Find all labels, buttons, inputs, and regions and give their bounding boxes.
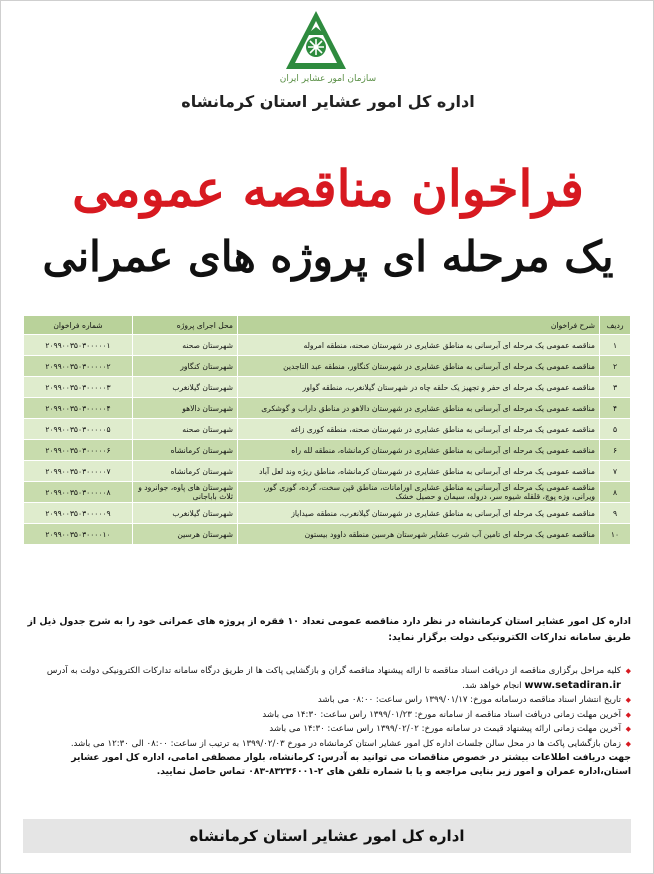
table-row	[24, 524, 631, 545]
row-location: شهرستان گیلانغرب	[133, 503, 238, 524]
condition-item: ◆ آخرین مهلت زمانی ارائه پیشنهاد قیمت در سامانه مورخ: ۱۳۹۹/۰۲/۰۲ راس ساعت: ۱۴:۳۰ می باشد	[27, 722, 631, 737]
row-description: مناقصه عمومی یک مرحله ای آبرسانی به مناطق عشایری در شهرستان کنگاور، منطقه عبد التاجدین	[238, 356, 600, 377]
table-row	[24, 503, 631, 524]
row-number: ۷	[600, 461, 631, 482]
table-row	[24, 335, 631, 356]
row-location: شهرستان صحنه	[133, 419, 238, 440]
row-description: مناقصه عمومی یک مرحله ای آبرسانی به مناطق عشایری در شهرستان کرمانشاه، مناطق ریژه وند لعل آباد	[238, 461, 600, 482]
row-location: شهرستان های پاوه، جوانرود و ثلاث باباجانی	[133, 482, 238, 503]
table-row	[24, 440, 631, 461]
tenders-table	[23, 315, 631, 545]
row-description: مناقصه عمومی یک مرحله ای آبرسانی به مناطق عشایری در شهرستان صحنه، منطقه امروله	[238, 335, 600, 356]
condition-item: ◆ تاریخ انتشار اسناد مناقصه درسامانه مورخ: ۱۳۹۹/۰۱/۱۷ راس ساعت: ۰۸:۰۰ می باشد	[27, 693, 631, 708]
conditions-list	[27, 664, 631, 779]
row-tender-number: ۲۰۹۹۰۰۳۵۰۳۰۰۰۰۱۰	[24, 524, 133, 545]
row-tender-number: ۲۰۹۹۰۰۳۵۰۳۰۰۰۰۰۵	[24, 419, 133, 440]
row-location: شهرستان کنگاور	[133, 356, 238, 377]
table-row	[24, 419, 631, 440]
setadiran-link[interactable]: www.setadiran.ir	[524, 679, 621, 691]
row-location: شهرستان صحنه	[133, 335, 238, 356]
header-description: شرح فراخوان	[238, 316, 600, 335]
condition-text: کلیه مراحل برگزاری مناقصه از دریافت اسناد مناقصه تا ارائه پیشنهاد مناقصه گران و بازگشایی پاکت ها از طریق درگاه سامانه تدارکات الکترونیکی دولت به آدرس	[46, 666, 621, 676]
row-description: مناقصه عمومی یک مرحله ای آبرسانی به مناطق عشایری در شهرستان گیلانغرب، منطقه صیدایاز	[238, 503, 600, 524]
row-location: شهرستان کرمانشاه	[133, 440, 238, 461]
row-tender-number: ۲۰۹۹۰۰۳۵۰۳۰۰۰۰۰۸	[24, 482, 133, 503]
row-description: مناقصه عمومی یک مرحله ای آبرسانی به مناطق عشایری اورامانات، مناطق قپن سخت، گرده، گوری گور، ویرانی، وزه پوچ، قلقله شیوه سر، دروله، سیمان و حصیل خشک	[238, 482, 600, 503]
row-description: مناقصه عمومی یک مرحله ای آبرسانی به مناطق عشایری در شهرستان دالاهو در مناطق داراب و گوشکری	[238, 398, 600, 419]
row-tender-number: ۲۰۹۹۰۰۳۵۰۳۰۰۰۰۰۷	[24, 461, 133, 482]
row-number: ۸	[600, 482, 631, 503]
notice-subtitle: یک مرحله ای پروژه های عمرانی	[42, 232, 614, 281]
table-header-row	[24, 316, 631, 335]
condition-item	[27, 664, 631, 693]
row-description: مناقصه عمومی یک مرحله ای حفر و تجهیز یک حلقه چاه در شهرستان گیلانغرب، منطقه گواور	[238, 377, 600, 398]
row-number: ۹	[600, 503, 631, 524]
row-description: مناقصه عمومی یک مرحله ای تامین آب شرب عشایر شهرستان هرسین منطقه داوود بیستون	[238, 524, 600, 545]
table-row	[24, 356, 631, 377]
row-location: شهرستان گیلانغرب	[133, 377, 238, 398]
row-location: شهرستان کرمانشاه	[133, 461, 238, 482]
header-location: محل اجرای پروژه	[133, 316, 238, 335]
row-tender-number: ۲۰۹۹۰۰۳۵۰۳۰۰۰۰۰۱	[24, 335, 133, 356]
table-row	[24, 461, 631, 482]
row-number: ۵	[600, 419, 631, 440]
condition-text: انجام خواهد شد.	[462, 680, 522, 691]
row-number: ۱۰	[600, 524, 631, 545]
header-row-number: ردیف	[600, 316, 631, 335]
table-row	[24, 377, 631, 398]
row-number: ۴	[600, 398, 631, 419]
organization-name: سازمان امور عشایر ایران	[279, 74, 377, 84]
row-description: مناقصه عمومی یک مرحله ای آبرسانی به مناطق عشایری در شهرستان صحنه، منطقه کوری زاغه	[238, 419, 600, 440]
department-heading: اداره کل امور عشایر استان کرمانشاه	[181, 92, 475, 111]
row-location: شهرستان هرسین	[133, 524, 238, 545]
row-location: شهرستان دالاهو	[133, 398, 238, 419]
table-row	[24, 398, 631, 419]
row-tender-number: ۲۰۹۹۰۰۳۵۰۳۰۰۰۰۰۹	[24, 503, 133, 524]
row-number: ۲	[600, 356, 631, 377]
row-tender-number: ۲۰۹۹۰۰۳۵۰۳۰۰۰۰۰۴	[24, 398, 133, 419]
condition-item: ◆ زمان بازگشایی پاکت ها در محل سالن جلسات اداره کل امور عشایر استان کرمانشاه در مورخ ۱۳۹۹/۰۲/۰۳ به ترتیب از ساعت: ۰۸:۰۰ الی ۱۲:۳۰ می باشد.	[27, 737, 631, 752]
row-tender-number: ۲۰۹۹۰۰۳۵۰۳۰۰۰۰۰۳	[24, 377, 133, 398]
row-tender-number: ۲۰۹۹۰۰۳۵۰۳۰۰۰۰۰۶	[24, 440, 133, 461]
row-number: ۱	[600, 335, 631, 356]
row-number: ۳	[600, 377, 631, 398]
intro-paragraph: اداره کل امور عشایر استان کرمانشاه در نظر دارد مناقصه عمومی تعداد ۱۰ فقره از پروژه های عمرانی خود را به شرح جدول ذیل از طریق سامانه تدارکات الکترونیکی دولت برگزار نماید:	[27, 616, 631, 643]
contact-paragraph: جهت دریافت اطلاعات بیشتر در خصوص مناقصات می توانید به آدرس: کرمانشاه، بلوار مصطفی امامی، اداره کل امور عشایر استان،اداره عمران و امور زیر بنایی مراجعه و یا با شماره تلفن های ۲-۸۳۲۳۶۰۰۱-۰۸۳ تماس حاصل نمایید.	[71, 752, 631, 777]
nomads-organization-logo-icon	[284, 9, 348, 73]
condition-item: ◆ آخرین مهلت زمانی دریافت اسناد مناقصه از سامانه مورخ: ۱۳۹۹/۰۱/۲۳ راس ساعت: ۱۴:۳۰ می باشد	[27, 708, 631, 723]
header-tender-number: شماره فراخوان	[24, 316, 133, 335]
footer-banner: اداره کل امور عشایر استان کرمانشاه	[23, 819, 631, 853]
notice-title: فراخوان مناقصه عمومی	[72, 159, 584, 218]
row-number: ۶	[600, 440, 631, 461]
table-row	[24, 482, 631, 503]
row-description: مناقصه عمومی یک مرحله ای آبرسانی به مناطق عشایری در شهرستان کرمانشاه، منطقه لله راه	[238, 440, 600, 461]
row-tender-number: ۲۰۹۹۰۰۳۵۰۳۰۰۰۰۰۲	[24, 356, 133, 377]
